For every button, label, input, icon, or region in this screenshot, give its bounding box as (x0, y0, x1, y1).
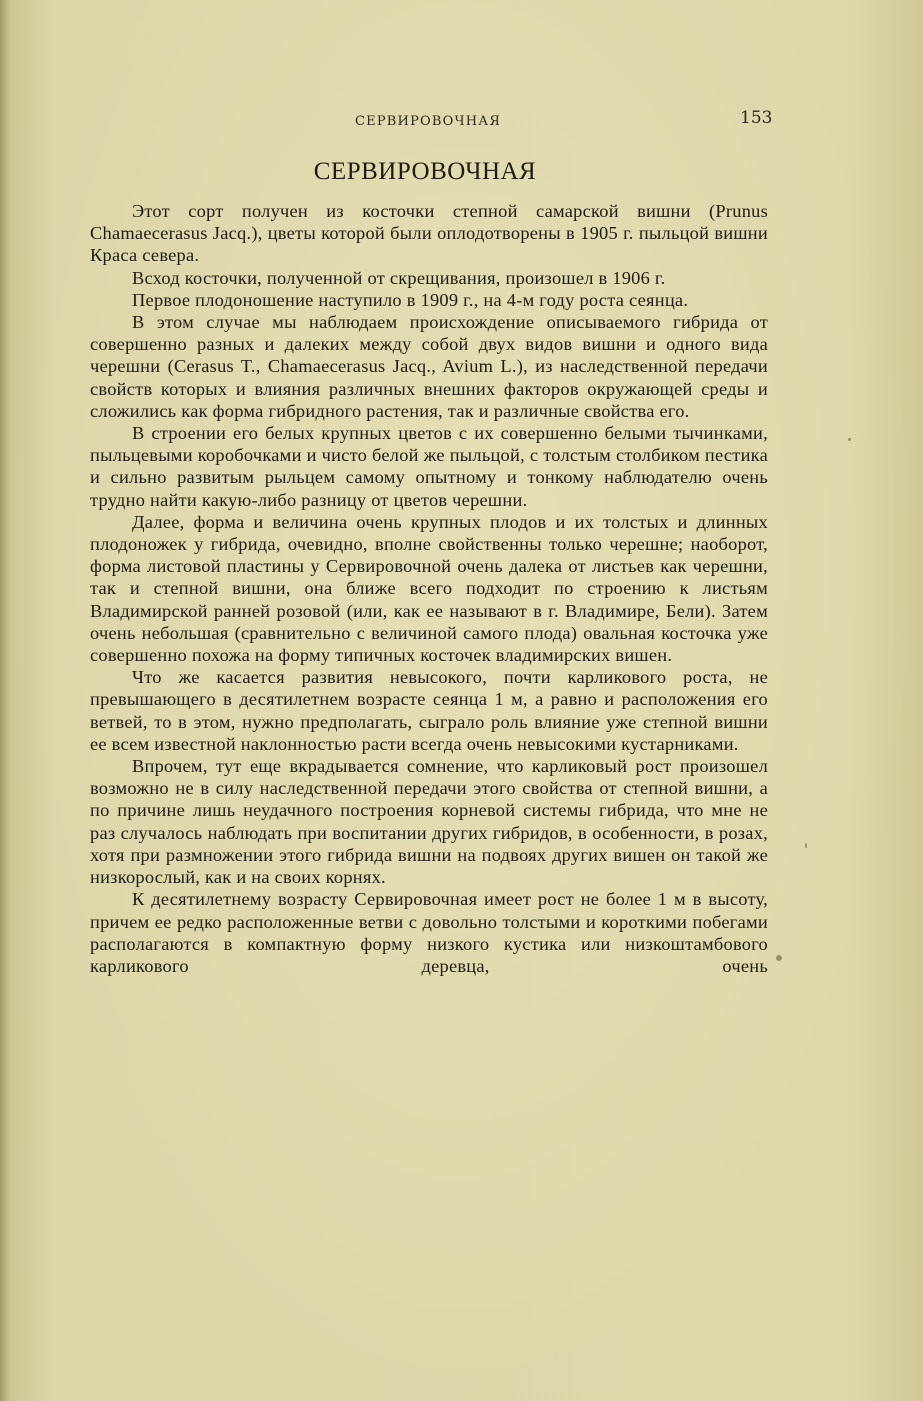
paragraph-4: В этом случае мы наблюдаем происхождение описываемого гибрида от совершенно разных и далеких между собой двух видов вишни и одного вида черешни (Cerasus T., Chamaecerasus Jacq., Avium L.), из наследственной передачи свойств которых и влияния различных внешних факторов окружающей среды и сложились как форма гибридного растения, так и различные свойства его. (90, 312, 768, 421)
body-text (90, 200, 768, 977)
section-title: СЕРВИРОВОЧНАЯ (313, 158, 537, 185)
page-edge-shadow (0, 0, 10, 1401)
running-head: СЕРВИРОВОЧНАЯ (355, 114, 502, 129)
paragraph-9: К десятилетнему возрасту Сервировочная имеет рост не более 1 м в высоту, причем ее редко расположенные ветви с довольно толстыми и короткими побегами располагаются в компактную форму низкого кустика или низкоштамбового карликового деревца, очень (90, 889, 768, 976)
paragraph-8: Впрочем, тут еще вкрадывается сомнение, что карликовый рост произошел возможно не в силу наследственной передачи этого свойства от степной вишни, а по причине лишь неудачного построения корневой системы гибрида, что мне не раз случалось наблюдать при воспитании других гибридов, в особенности, в розах, хотя при размножении этого гибрида вишни на подвоях других вишен он такой же низкорослый, как и на своих корнях. (90, 756, 768, 888)
paragraph-7: Что же касается развития невысокого, почти карликового роста, не превышающего в десятилетнем возрасте сеянца 1 м, а равно и расположения его ветвей, то в этом, нужно предполагать, сыграло роль влияние уже степной вишни ее всем известной наклонностью расти всегда очень невысокими кустарниками. (90, 667, 768, 754)
paragraph-3: Первое плодоношение наступило в 1909 г., на 4-м году роста сеянца. (132, 289, 689, 310)
paper-blemish (805, 843, 807, 848)
page-number: 153 (740, 108, 773, 128)
paragraph-2: Всход косточки, полученной от скрещивания, произошел в 1906 г. (132, 267, 666, 288)
paragraph-6: Далее, форма и величина очень крупных плодов и их толстых и длинных плодоножек у гибрида, очевидно, вполне свойственны только черешне; наоборот, форма листовой пластины у Сервировочной очень далека от листьев как черешни, так и степной вишни, она ближе всего подходит по строению к листьям Владимирской ранней розовой (или, как ее называют в г. Владимире, Бели). Затем очень небольшая (сравнительно с величиной самого плода) овальная косточка уже совершенно похожа на форму типичных косточек владимирских вишен. (90, 511, 768, 666)
paragraph-5: В строении его белых крупных цветов с их совершенно белыми тычинками, пыльцевыми коробочками и чисто белой же пыльцой, с толстым столбиком пестика и сильно развитым рыльцем самому опытному и тонкому наблюдателю очень трудно найти какую-либо разницу от цветов черешни. (90, 423, 768, 510)
paragraph-1: Этот сорт получен из косточки степной самарской вишни (Prunus Chamaecerasus Jacq.), цветы которой были оплодотворены в 1905 г. пыльцой вишни Краса севера. (90, 201, 768, 266)
paper-blemish (776, 955, 782, 961)
paper-blemish (848, 438, 851, 441)
